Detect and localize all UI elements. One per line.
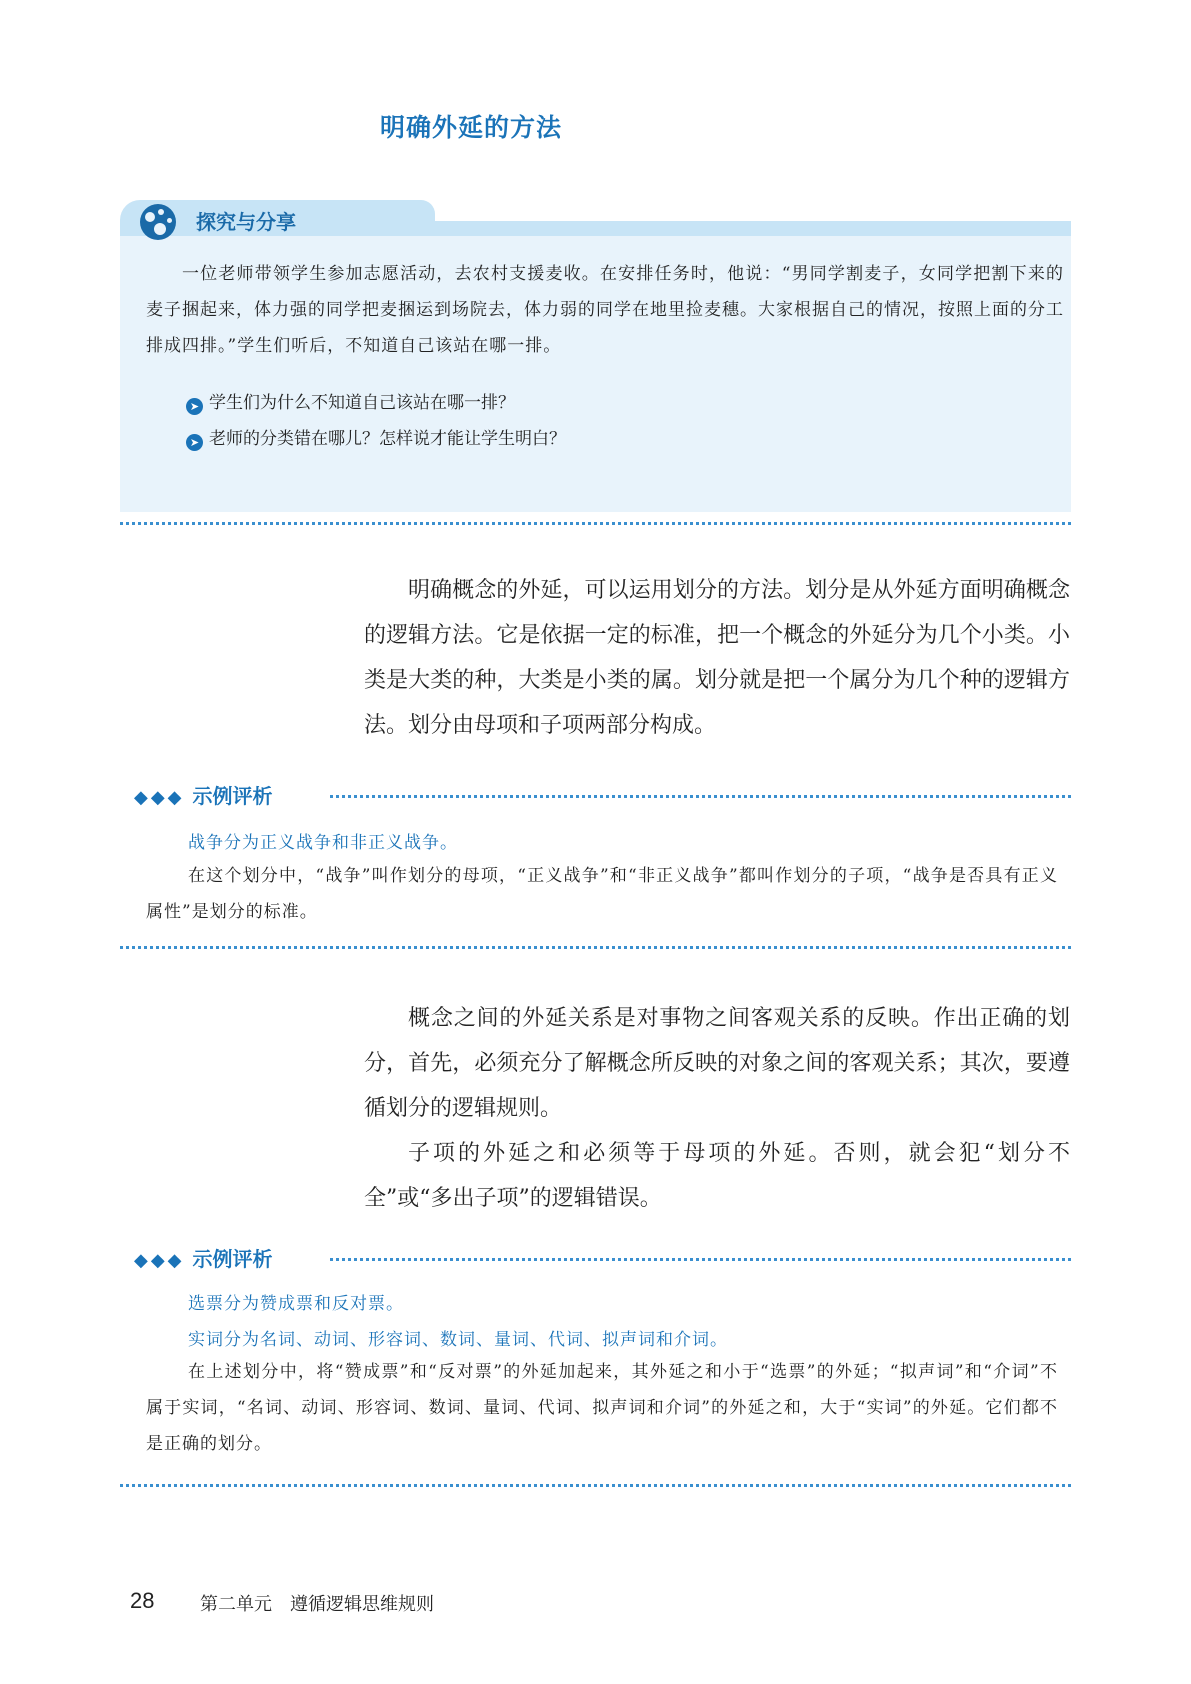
explore-label: 探究与分享 <box>196 210 296 234</box>
question-item: ➤ 老师的分类错在哪儿？怎样说才能让学生明白？ <box>186 424 566 451</box>
dotted-divider <box>330 1258 1071 1261</box>
example-heading <box>134 780 273 810</box>
question-item: ➤ 学生们为什么不知道自己该站在哪一排？ <box>186 388 515 415</box>
example-statement: 战争分为正义战争和非正义战争。 <box>188 833 458 853</box>
page-number: 28 <box>130 1588 155 1613</box>
example-label: 示例评析 <box>192 784 273 808</box>
diamond-icons: ◆◆◆ <box>134 787 185 808</box>
dotted-divider <box>120 522 1071 525</box>
arrow-bullet-icon: ➤ <box>186 434 203 451</box>
dotted-divider <box>120 946 1071 949</box>
running-footer: 第二单元 遵循逻辑思维规则 <box>200 1594 434 1615</box>
dotted-divider <box>330 795 1071 798</box>
example-statement: 实词分为名词、动词、形容词、数词、量词、代词、拟声词和介词。 <box>188 1330 728 1350</box>
body-paragraph: 概念之间的外延关系是对事物之间客观关系的反映。作出正确的划分，首先，必须充分了解概念所反映的对象之间的客观关系；其次，要遵循划分的逻辑规则。 子项的外延之和必须等于母项的外延。否则，就会犯“划分不全”或“多出子项”的逻辑错误。 <box>364 1006 1070 1211</box>
example-analysis: 在上述划分中，将“赞成票”和“反对票”的外延加起来，其外延之和小于“选票”的外延；“拟声词”和“介词”不属于实词，“名词、动词、形容词、数词、量词、代词、拟声词和介词”的外延之和，大于“实词”的外延。它们都不是正确的划分。 <box>146 1362 1058 1454</box>
example-statement: 选票分为赞成票和反对票。 <box>188 1294 404 1314</box>
explore-share-box <box>120 200 1071 520</box>
example-heading <box>134 1243 273 1273</box>
dotted-divider <box>120 1484 1071 1487</box>
diamond-icons: ◆◆◆ <box>134 1250 185 1271</box>
arrow-bullet-icon: ➤ <box>186 398 203 415</box>
section-title: 明确外延的方法 <box>380 113 563 142</box>
explore-text: 一位老师带领学生参加志愿活动，去农村支援麦收。在安排任务时，他说：“男同学割麦子，女同学把割下来的麦子捆起来，体力强的同学把麦捆运到场院去，体力弱的同学在地里捡麦穗。大家根据自己的情况，按照上面的分工排成四排。”学生们听后，不知道自己该站在哪一排。 <box>146 264 1064 356</box>
explore-globe-icon <box>140 204 176 240</box>
body-paragraph: 明确概念的外延，可以运用划分的方法。划分是从外延方面明确概念的逻辑方法。它是依据一定的标准，把一个概念的外延分为几个小类。小类是大类的种，大类是小类的属。划分就是把一个属分为几个种的逻辑方法。划分由母项和子项两部分构成。 <box>364 578 1070 738</box>
example-label: 示例评析 <box>192 1247 273 1271</box>
example-analysis: 在这个划分中，“战争”叫作划分的母项，“正义战争”和“非正义战争”都叫作划分的子项，“战争是否具有正义属性”是划分的标准。 <box>146 866 1058 922</box>
